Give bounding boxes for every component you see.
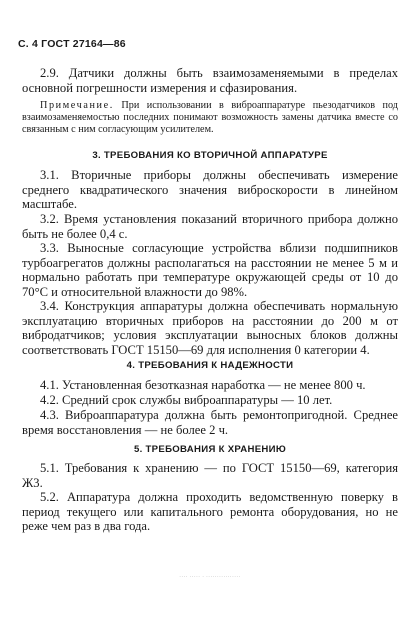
section-5-heading: 5. ТРЕБОВАНИЯ К ХРАНЕНИЮ — [133, 444, 287, 455]
page-header: С. 4 ГОСТ 27164—86 — [18, 38, 126, 50]
paragraph-4-3: 4.3. Виброаппаратура должна быть ремонтопригодной. Среднее время восстановления — не более 2 ч. — [22, 408, 398, 437]
paragraph-4-2: 4.2. Средний срок службы виброаппаратуры — 10 лет. — [40, 393, 333, 407]
paragraph-3-3: 3.3. Выносные согласующие устройства вблизи подшипников турбоагрегатов должны располагаться на расстоянии не менее 5 м и нормально работать при температуре окружающей среды от 10 до 70°С и относительной влажности до 98%. — [22, 241, 398, 299]
note-label: Примечание. — [40, 100, 114, 111]
paragraph-2-9: 2.9. Датчики должны быть взаимозаменяемыми в пределах основной погрешности измерения и сфазирования. — [22, 66, 398, 95]
section-3-heading: 3. ТРЕБОВАНИЯ КО ВТОРИЧНОЙ АППАРАТУРЕ — [92, 150, 328, 161]
paragraph-4-1: 4.1. Установленная безотказная наработка — не менее 800 ч. — [40, 378, 366, 392]
paragraph-5-1: 5.1. Требования к хранению — по ГОСТ 15150—69, категория Ж3. — [22, 461, 398, 490]
note — [22, 100, 398, 136]
paragraph-3-4: 3.4. Конструкция аппаратуры должна обеспечивать нормальную эксплуатацию вторичных приборов на расстоянии до 200 м от вибродатчиков; условия эксплуатации выносных блоков должны соответствовать ГОСТ 15150—69 для исполнения 0 категории 4. — [22, 299, 398, 357]
section-4-heading: 4. ТРЕБОВАНИЯ К НАДЕЖНОСТИ — [126, 360, 294, 371]
paragraph-3-2: 3.2. Время установления показаний вторичного прибора должно быть не более 0,4 с. — [22, 212, 398, 241]
note-text: При использовании в виброаппаратуре пьезодатчиков под взаимозаменяемостью последних понимают возможность замены датчика вместе со связанным с ним согласующим усилителем. — [22, 100, 398, 135]
page-footer-mark: ···· ····· · ················ — [179, 575, 241, 580]
paragraph-3-1: 3.1. Вторичные приборы должны обеспечивать измерение среднего квадратического значения виброскорости в линейном масштабе. — [22, 168, 398, 212]
paragraph-5-2: 5.2. Аппаратура должна проходить ведомственную поверку в период текущего или капитального ремонта оборудования, но не реже чем раз в два года. — [22, 490, 398, 534]
